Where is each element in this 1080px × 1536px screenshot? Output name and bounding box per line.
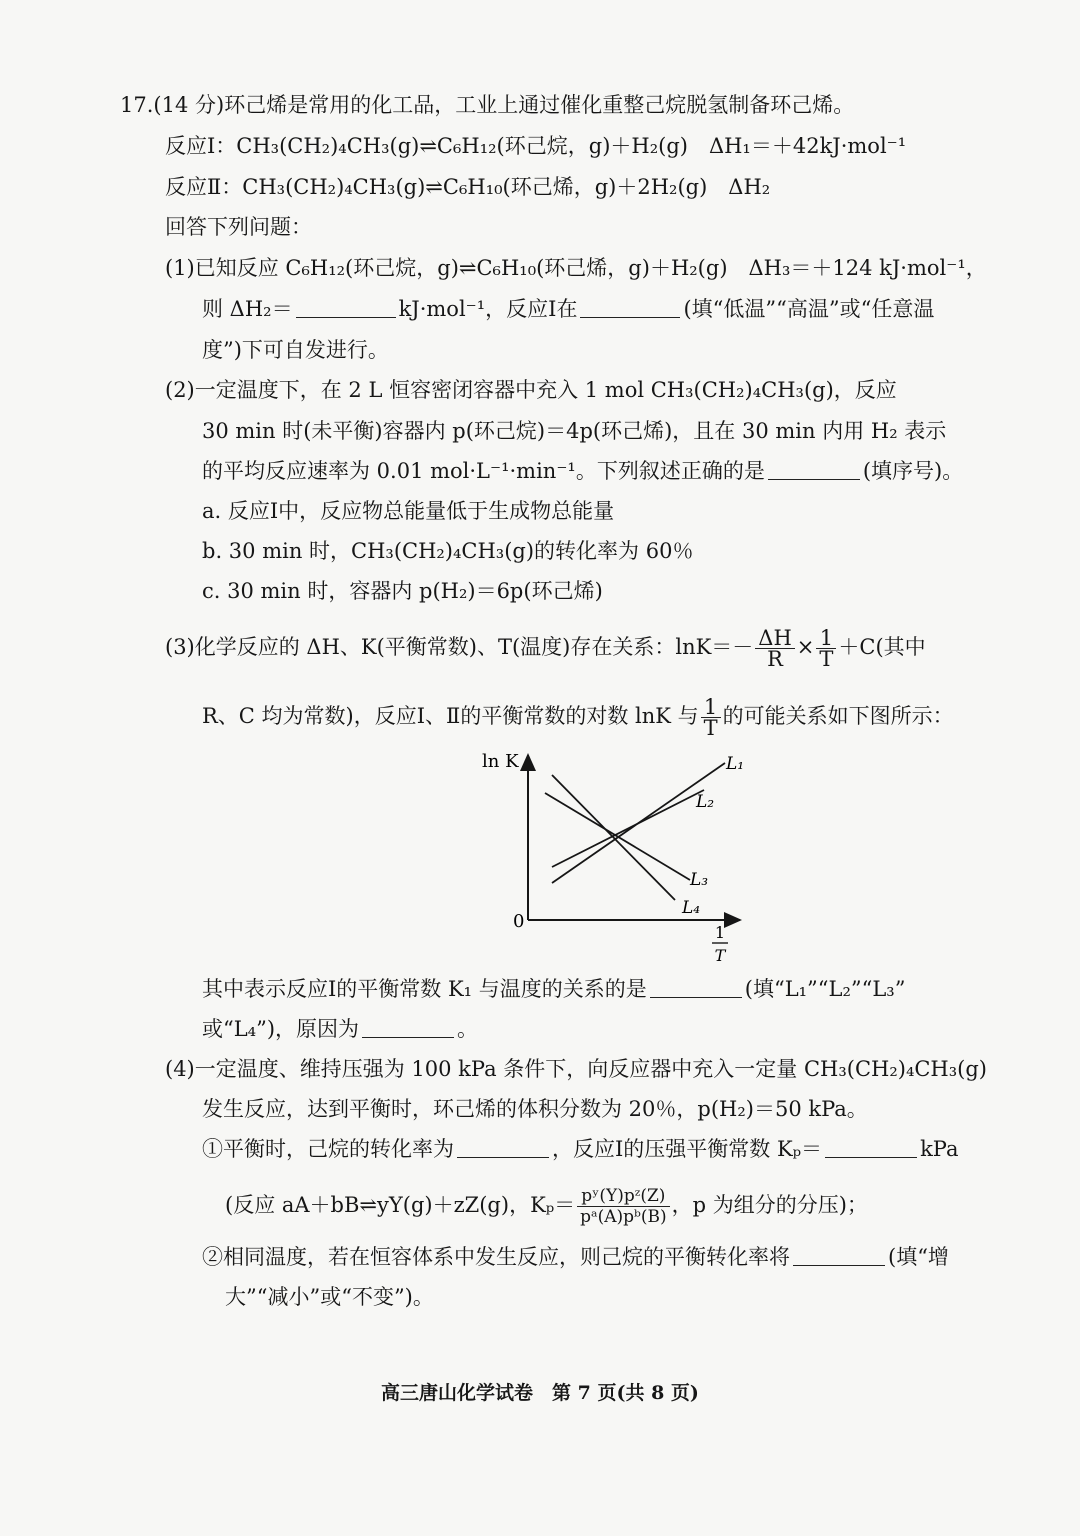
option-c: c. 30 min 时，容器内 p(H₂)＝6p(环己烯) bbox=[202, 579, 603, 603]
series-line-4 bbox=[552, 775, 675, 900]
part3-text-b: ＋C(其中 bbox=[838, 635, 926, 659]
part4-kp-note bbox=[225, 1186, 868, 1227]
kp-note-text-b: ，p 为组分的分压)； bbox=[671, 1193, 868, 1217]
part3-text-a: (3)化学反应的 ΔH、K(平衡常数)、T(温度)存在关系：lnK＝－ bbox=[165, 635, 754, 659]
fraction-numerator: 1 bbox=[701, 697, 721, 718]
fraction-dh-over-r bbox=[755, 628, 794, 669]
part4-line1: (4)一定温度、维持压强为 100 kPa 条件下，向反应器中充入一定量 CH₃(CH₂)₄CH₃(g) bbox=[165, 1057, 987, 1081]
part3-after-text-a: 其中表示反应Ⅰ的平衡常数 K₁ 与温度的关系的是 bbox=[202, 977, 647, 1001]
part3-after-text-b: (填“L₁”“L₂”“L₃” bbox=[744, 977, 906, 1001]
part2-line3 bbox=[202, 456, 963, 486]
part4-sub1-text-a: ①平衡时，己烷的转化率为 bbox=[202, 1137, 454, 1161]
part4-sub2-text-b: (填“增 bbox=[888, 1245, 949, 1269]
question-intro: 环己烯是常用的化工品，工业上通过催化重整己烷脱氢制备环己烯。 bbox=[224, 93, 855, 117]
times-sign: × bbox=[796, 635, 815, 659]
reaction-1: 反应Ⅰ：CH₃(CH₂)₄CH₃(g)⇌C₆H₁₂(环己烷，g)＋H₂(g) ΔH₁＝＋42kJ·mol⁻¹ bbox=[165, 134, 907, 158]
question-number: 17. bbox=[120, 93, 154, 117]
x-axis-label-num: 1 bbox=[714, 923, 726, 942]
part3-line2 bbox=[202, 697, 954, 738]
part4-sub2-cont: 大”“减小”或“不变”)。 bbox=[225, 1285, 434, 1309]
answer-blank-k1-line[interactable] bbox=[650, 975, 742, 998]
series-label-3: L₃ bbox=[690, 870, 709, 890]
answer-blank-part2[interactable] bbox=[768, 457, 860, 480]
series-label-1: L₁ bbox=[726, 754, 745, 774]
answer-blank-reason[interactable] bbox=[362, 1015, 454, 1038]
part2-line1: (2)一定温度下，在 2 L 恒容密闭容器中充入 1 mol CH₃(CH₂)₄CH₃(g)，反应 bbox=[165, 378, 897, 402]
part2-text-b: (填序号)。 bbox=[862, 459, 964, 483]
series-label-4: L₄ bbox=[682, 898, 701, 918]
part3-after-line2 bbox=[202, 1014, 478, 1044]
part1-text-c: (填“低温”“高温”或“任意温 bbox=[683, 297, 935, 321]
part3-text-d: 的可能关系如下图所示： bbox=[722, 704, 954, 728]
answer-blank-dh2[interactable] bbox=[296, 295, 396, 318]
part3-text-c: R、C 均为常数)，反应Ⅰ、Ⅱ的平衡常数的对数 lnK 与 bbox=[202, 704, 699, 728]
fraction-denominator: R bbox=[767, 647, 783, 671]
fraction-1-over-t bbox=[701, 697, 721, 738]
answer-blank-constant-volume[interactable] bbox=[793, 1243, 885, 1266]
part4-sub1-text-c: kPa bbox=[920, 1137, 959, 1161]
fraction-denominator: T bbox=[819, 647, 834, 671]
part2-text-a: 的平均反应速率为 0.01 mol·L⁻¹·min⁻¹。下列叙述正确的是 bbox=[202, 459, 765, 483]
page-footer: 高三唐山化学试卷 第 7 页(共 8 页) bbox=[381, 1382, 699, 1404]
part1-line1: (1)已知反应 C₆H₁₂(环己烷，g)⇌C₆H₁₀(环己烯，g)＋H₂(g) ΔH₃＝＋124 kJ·mol⁻¹， bbox=[165, 256, 987, 280]
part3-line1 bbox=[165, 628, 926, 669]
kp-numerator: pʸ(Y)pᶻ(Z) bbox=[577, 1186, 669, 1207]
part3-after-text-d: 。 bbox=[457, 1017, 479, 1041]
x-axis-label-den: T bbox=[714, 946, 726, 965]
part4-sub1-text-b: ，反应Ⅰ的压强平衡常数 Kₚ＝ bbox=[552, 1137, 823, 1161]
option-b: b. 30 min 时，CH₃(CH₂)₄CH₃(g)的转化率为 60％ bbox=[202, 539, 694, 563]
part1-text-a: 则 ΔH₂＝ bbox=[202, 297, 293, 321]
fraction-1-over-t bbox=[816, 628, 836, 669]
part4-sub2-text-a: ②相同温度，若在恒容体系中发生反应，则己烷的平衡转化率将 bbox=[202, 1245, 790, 1269]
question-score: (14 分) bbox=[153, 93, 225, 117]
fraction-denominator: T bbox=[703, 716, 718, 740]
lnk-vs-inverse-t-graph bbox=[470, 745, 770, 975]
part1-line2 bbox=[202, 294, 934, 324]
question-header bbox=[120, 90, 854, 120]
series-layer bbox=[545, 754, 744, 918]
series-line-3 bbox=[545, 793, 690, 880]
part3-after-line1 bbox=[202, 974, 905, 1004]
answer-prompt: 回答下列问题： bbox=[165, 215, 312, 239]
kp-note-text-a: (反应 aA＋bB⇌yY(g)＋zZ(g)，Kₚ＝ bbox=[225, 1193, 576, 1217]
part1-text-b: kJ·mol⁻¹，反应Ⅰ在 bbox=[398, 297, 578, 321]
fraction-numerator: 1 bbox=[816, 628, 836, 649]
origin-label: 0 bbox=[513, 911, 525, 932]
part4-sub1 bbox=[202, 1134, 959, 1164]
fraction-numerator: ΔH bbox=[755, 628, 794, 649]
y-axis-label: ln K bbox=[482, 751, 519, 772]
series-line-2 bbox=[552, 790, 704, 867]
answer-blank-kp[interactable] bbox=[825, 1135, 917, 1158]
part1-line3: 度”)下可自发进行。 bbox=[202, 338, 389, 362]
answer-blank-conversion[interactable] bbox=[457, 1135, 549, 1158]
kp-fraction bbox=[577, 1186, 669, 1227]
option-a: a. 反应Ⅰ中，反应物总能量低于生成物总能量 bbox=[202, 499, 615, 523]
part4-line2: 发生反应，达到平衡时，环己烯的体积分数为 20％，p(H₂)＝50 kPa。 bbox=[202, 1097, 868, 1121]
part2-line2: 30 min 时(未平衡)容器内 p(环己烷)＝4p(环己烯)，且在 30 min 内用 H₂ 表示 bbox=[202, 419, 947, 443]
reaction-2: 反应Ⅱ：CH₃(CH₂)₄CH₃(g)⇌C₆H₁₀(环己烯，g)＋2H₂(g) ΔH₂ bbox=[165, 175, 771, 199]
kp-denominator: pᵃ(A)pᵇ(B) bbox=[580, 1207, 667, 1227]
part4-sub2 bbox=[202, 1242, 949, 1272]
answer-blank-temperature[interactable] bbox=[580, 295, 680, 318]
part3-after-text-c: 或“L₄”)，原因为 bbox=[202, 1017, 360, 1041]
series-label-2: L₂ bbox=[696, 792, 715, 812]
